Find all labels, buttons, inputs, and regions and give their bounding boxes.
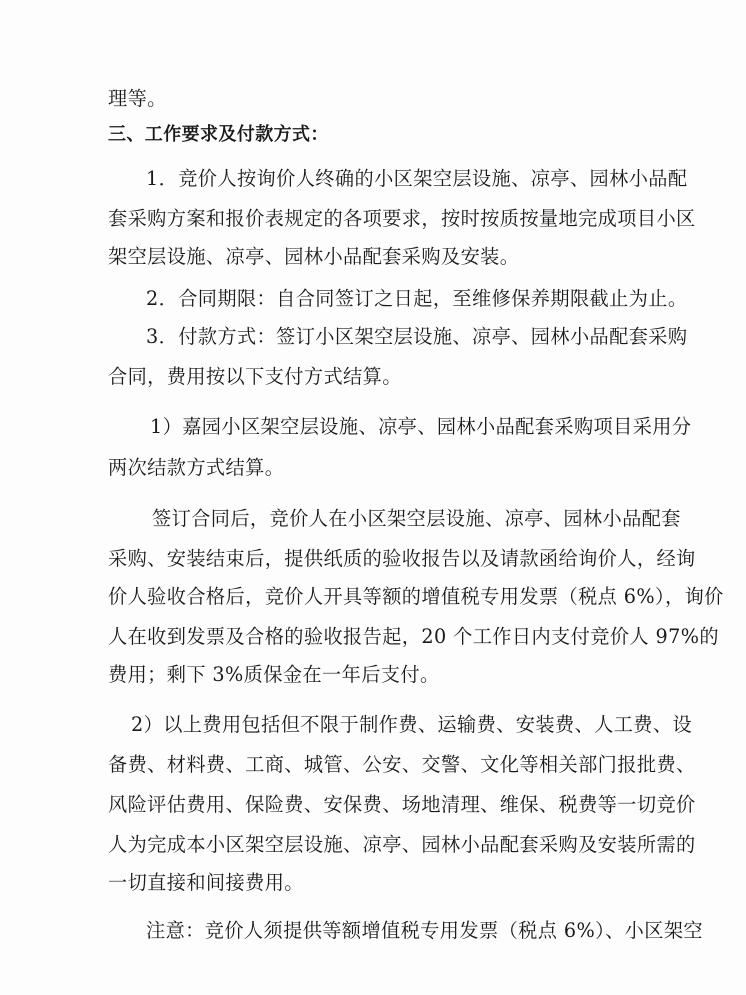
text-line: 套采购方案和报价表规定的各项要求，按时按质按量地完成项目小区 [108, 207, 696, 230]
section-heading: 三、工作要求及付款方式： [108, 124, 329, 145]
text-line: 2．合同期限：自合同签订之日起，至维修保养期限截止为止。 [146, 287, 688, 310]
text-line: 风险评估费用、保险费、安保费、场地清理、维保、税费等一切竞价 [108, 793, 696, 816]
text-line: 架空层设施、凉亭、园林小品配套采购及安装。 [108, 245, 520, 268]
text-line: 价人验收合格后，竞价人开具等额的增值税专用发票（税点 6%），询价 [108, 585, 724, 608]
text-line: 1．竞价人按询价人终确的小区架空层设施、凉亭、园林小品配 [146, 167, 688, 190]
text-line: 人为完成本小区架空层设施、凉亭、园林小品配套采购及安装所需的 [108, 833, 696, 856]
text-line: 2）以上费用包括但不限于制作费、运输费、安装费、人工费、设 [131, 713, 693, 736]
text-line: 两次结款方式结算。 [108, 456, 285, 479]
text-line: 签订合同后，竞价人在小区架空层设施、凉亭、园林小品配套 [152, 507, 681, 530]
text-line: 人在收到发票及合格的验收报告起，20 个工作日内支付竞价人 97%的 [108, 625, 719, 648]
text-line: 3．付款方式：签订小区架空层设施、凉亭、园林小品配套采购 [146, 325, 688, 348]
text-line: 备费、材料费、工商、城管、公安、交警、文化等相关部门报批费、 [108, 753, 696, 776]
text-line: 合同，费用按以下支付方式结算。 [108, 365, 402, 388]
text-line: 采购、安装结束后，提供纸质的验收报告以及请款函给询价人，经询 [108, 547, 696, 570]
text-line: 1）嘉园小区架空层设施、凉亭、园林小品配套采购项目采用分 [150, 415, 692, 438]
text-line: 一切直接和间接费用。 [108, 871, 304, 894]
text-line: 注意：竞价人须提供等额增值税专用发票（税点 6%）、小区架空 [146, 919, 703, 942]
text-line: 费用；剩下 3%质保金在一年后支付。 [108, 663, 440, 686]
text-line: 理等。 [108, 87, 167, 110]
